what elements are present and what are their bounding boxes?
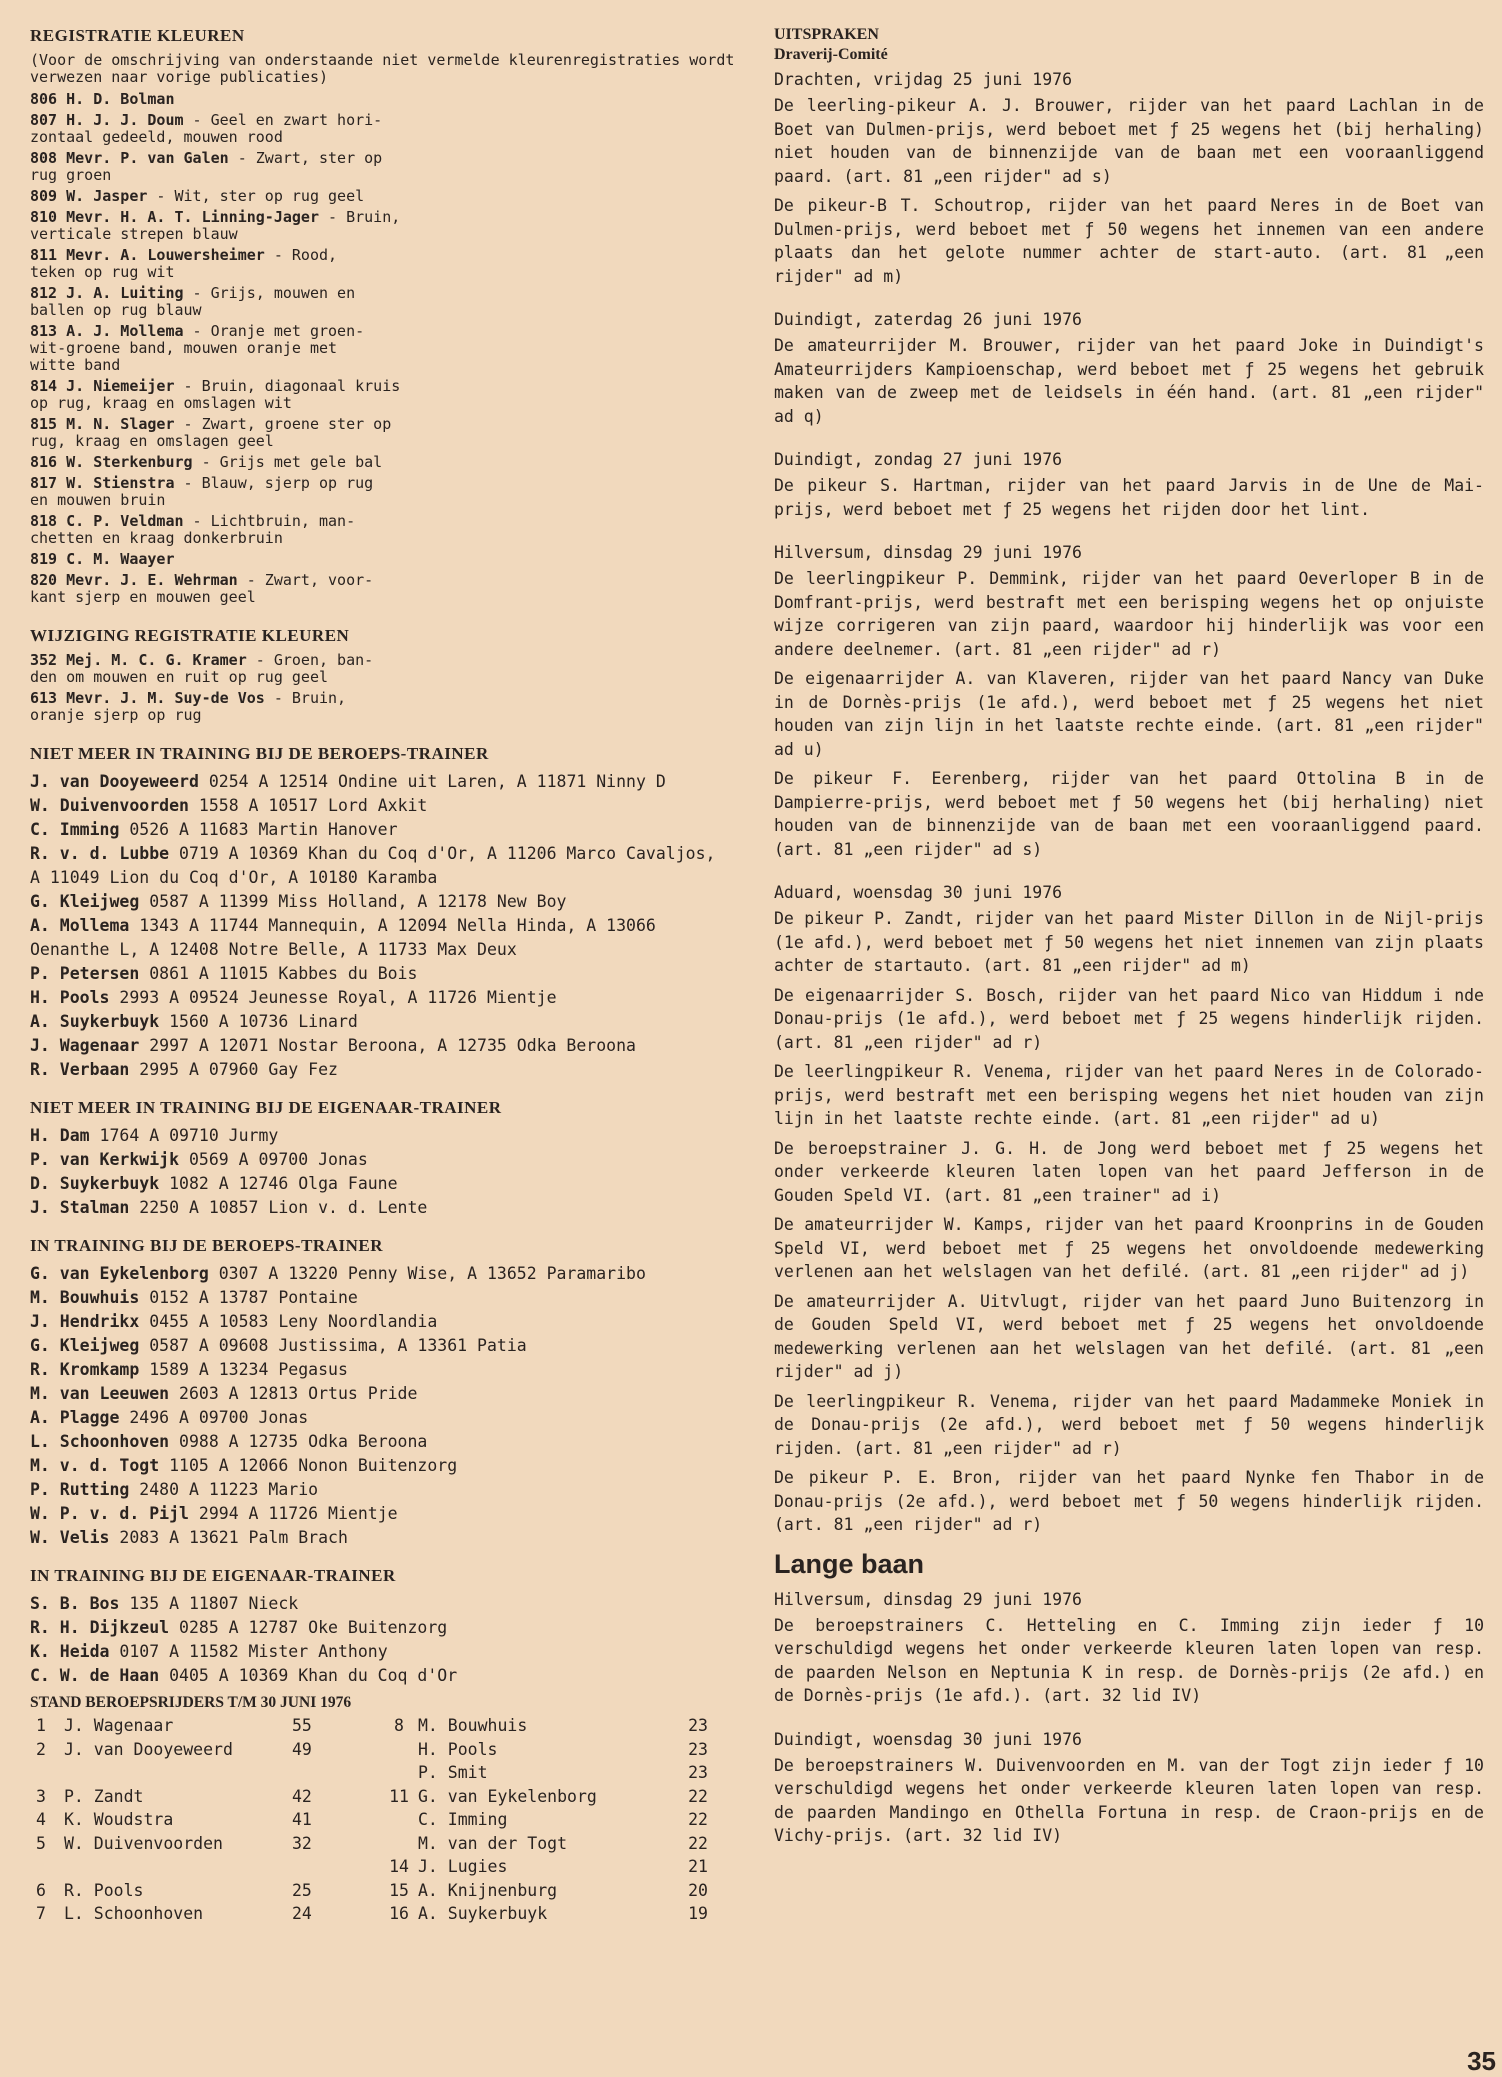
registratie-kleuren-heading: REGISTRATIE KLEUREN [30, 26, 245, 45]
training-entry [30, 794, 735, 818]
registrant-colours: - Zwart, voor- kant sjerp en mouwen geel [30, 571, 374, 606]
registration-entry [30, 551, 735, 568]
verdict-text: De beroepstrainers C. Hetteling en C. Imming zijn ieder ƒ 10 verschuldigd wegens het onder verkeerde kleuren laten lopen van resp. de paarden Nelson en Neptunia K in resp. de Dornès-prijs (2e afd.) en de Dornès-prijs (1e afd.). (art. 32 lid IV) [774, 1615, 1484, 1705]
training-entry [30, 1358, 735, 1382]
trainer-name: M. v. d. Togt [30, 1456, 160, 1475]
trainer-name: P. Rutting [30, 1480, 130, 1499]
stand-rank: 16 [389, 1904, 409, 1923]
horse-details: 1560 A 10736 Linard [159, 1012, 358, 1031]
wijziging-heading: WIJZIGING REGISTRATIE KLEUREN [30, 626, 350, 645]
training-entry [30, 1478, 735, 1502]
stand-points: 19 [688, 1904, 708, 1923]
wijziging-list [30, 652, 735, 724]
training-entry [30, 1502, 735, 1526]
registrant-name: 816 W. Sterkenburg [30, 453, 193, 471]
stand-points: 23 [688, 1739, 708, 1759]
registrant-colours: - Zwart, ster op rug groen [30, 149, 383, 184]
stand-name: G. van Eykelenborg [418, 1786, 597, 1806]
training-entry [30, 1058, 735, 1082]
horse-details: 0988 A 12735 Odka Beroona [169, 1432, 428, 1451]
stand-rank: 14 [389, 1857, 409, 1876]
registratie-intro: (Voor de omschrijving van onderstaande niet vermelde kleurenregistraties wordt verwezen naar vorige publicaties) [30, 51, 735, 86]
verdict-text: De leerlingpikeur R. Venema, rijder van het paard Madammeke Moniek in de Donau-prijs (2e afd.), werd beboet met ƒ 50 wegens hinderlijk rijden. (art. 81 „een rijder" ad r) [774, 1391, 1484, 1458]
verdict-text: De pikeur-B T. Schoutrop, rijder van het paard Neres in de Boet van Dulmen-prijs, werd beboet met ƒ 50 wegens het innemen van een andere plaats dan het gelote nummer achter de start-auto. (art. 81 „een rijder" ad m) [774, 196, 1484, 286]
stand-row [30, 1740, 708, 1764]
horse-details: 2480 A 11223 Mario [129, 1480, 319, 1499]
trainer-name: K. Heida [30, 1642, 110, 1661]
verdict-text: De amateurrijder W. Kamps, rijder van het paard Kroonprins in de Gouden Speld VI, werd beboet met ƒ 25 wegens het onvoldoende medewerking verlenen aan het welslagen van het defilé. (art. 81 „een rijder" ad j) [774, 1215, 1484, 1281]
training-entry [30, 1124, 735, 1148]
stand-rank: 3 [36, 1786, 46, 1806]
registrant-colours: - Grijs, mouwen en ballen op rug blauw [30, 284, 356, 319]
stand-spacer [340, 1763, 380, 1787]
trainer-name: A. Suykerbuyk [30, 1012, 160, 1031]
registration-entry [30, 285, 735, 319]
registrant-name: 810 Mevr. H. A. T. Linning-Jager [30, 208, 319, 226]
horse-details: 0455 A 10583 Leny Noordlandia [139, 1312, 438, 1331]
verdict-block [774, 68, 1484, 288]
trainer-name: P. Petersen [30, 964, 140, 983]
training-entry [30, 1262, 735, 1286]
lange-baan-heading: Lange baan [774, 1548, 925, 1579]
stand-empty [30, 1763, 64, 1787]
horse-details: 0285 A 12787 Oke Buitenzorg [169, 1618, 448, 1637]
wijziging-entry [30, 652, 735, 686]
stand-rank: 8 [394, 1716, 404, 1735]
stand-spacer [340, 1716, 380, 1740]
stand-name: J. van Dooyeweerd [64, 1739, 233, 1759]
registration-entry [30, 378, 735, 412]
stand-points: 21 [688, 1857, 708, 1876]
registrant-colours: - Lichtbruin, man- chetten en kraag donkerbruin [30, 512, 356, 547]
draverij-comite-subheading: Draverij-Comité [774, 46, 888, 63]
stand-name: H. Pools [418, 1739, 498, 1759]
stand-name: M. Bouwhuis [418, 1716, 528, 1735]
horse-details: 0254 A 12514 Ondine uit Laren, A 11871 Ninny D [198, 772, 666, 791]
registrant-colours: - Bruin, oranje sjerp op rug [30, 689, 347, 724]
training-entry [30, 1664, 735, 1688]
stand-row [30, 1834, 708, 1858]
registrant-name: 820 Mevr. J. E. Wehrman [30, 571, 238, 589]
registrant-colours: - Wit, ster op rug geel [147, 187, 365, 205]
stand-name: L. Schoonhoven [64, 1904, 204, 1923]
verdict-text: De beroepstrainer J. G. H. de Jong werd beboet met ƒ 25 wegens het onder verkeerde kleuren laten lopen van het paard Jefferson in de Gouden Speld VI. (art. 81 „een trainer" ad i) [774, 1138, 1484, 1205]
stand-rank: 1 [36, 1716, 46, 1735]
page-number: 35 [1467, 2046, 1496, 2076]
trainer-name: W. Velis [30, 1528, 110, 1547]
verdict-text: De amateurrijder A. Uitvlugt, rijder van het paard Juno Buitenzorg in de Gouden Speld VI, werd beboet met ƒ 25 wegens het onvoldoende medewerking verlenen aan het welslagen van het defilé. (art. 81 „een rijder" ad j) [774, 1291, 1484, 1381]
trainer-name: W. P. v. d. Pijl [30, 1504, 189, 1523]
stand-name: W. Duivenvoorden [64, 1833, 223, 1853]
stand-name: J. Wagenaar [64, 1716, 174, 1735]
uitspraken-list [774, 68, 1484, 1537]
verdict-block [774, 308, 1484, 428]
in-training-beroeps-heading: IN TRAINING BIJ DE BEROEPS-TRAINER [30, 1236, 383, 1255]
stand-points: 22 [688, 1810, 708, 1829]
registrant-colours: - Geel en zwart hori- zontaal gedeeld, mouwen rood [30, 111, 383, 146]
horse-details: 0526 A 11683 Martin Hanover [119, 820, 398, 839]
trainer-name: J. Hendrikx [30, 1312, 140, 1331]
stand-empty [292, 1763, 340, 1787]
verdict-text: De eigenaarrijder S. Bosch, rijder van het paard Nico van Hiddum i nde Donau-prijs (1e afd.), werd beboet met ƒ 25 wegens hinderlijk rijden. (art. 81 „een rijder" ad r) [774, 985, 1484, 1052]
trainer-name: R. Verbaan [30, 1060, 130, 1079]
horse-details: 0152 A 13787 Pontaine [139, 1288, 358, 1307]
horse-details: 2250 A 10857 Lion v. d. Lente [129, 1198, 428, 1217]
stand-points: 23 [688, 1763, 708, 1782]
verdict-text: De leerling-pikeur A. J. Brouwer, rijder van het paard Lachlan in de Boet van Dulmen-prijs, werd beboet met ƒ 25 wegens het (bij herhaling) niet houden van de binnenzijde van de baan met een vooraanliggend paard. (art. 81 „een rijder" ad s) [774, 96, 1484, 186]
wijziging-entry [30, 690, 735, 724]
registrant-name: 813 A. J. Mollema [30, 322, 184, 340]
trainer-name: R. H. Dijkzeul [30, 1618, 170, 1637]
horse-details: 0587 A 09608 Justissima, A 13361 Patia [139, 1336, 527, 1355]
registration-entry [30, 188, 735, 205]
verdict-text: De amateurrijder M. Brouwer, rijder van het paard Joke in Duindigt's Amateurrijders Kampioenschap, werd beboet met ƒ 25 wegens het gebruik maken van de zweep met de leidsels in één hand. (art. 81 „een rijder" ad q) [774, 336, 1484, 426]
horse-details: 1764 A 09710 Jurmy [89, 1126, 279, 1145]
trainer-name: G. van Eykelenborg [30, 1264, 209, 1283]
registrant-name: 819 C. M. Waayer [30, 550, 175, 568]
trainer-name: D. Suykerbuyk [30, 1174, 160, 1193]
stand-points: 32 [292, 1833, 312, 1853]
verdict-block [774, 448, 1484, 521]
trainer-name: P. van Kerkwijk [30, 1150, 180, 1169]
stand-rank: 5 [36, 1833, 46, 1853]
verdict-date: Duindigt, woensdag 30 juni 1976 [774, 1729, 1082, 1749]
trainer-name: R. v. d. Lubbe [30, 844, 170, 863]
horse-details: 2995 A 07960 Gay Fez [129, 1060, 338, 1079]
stand-rank: 4 [36, 1810, 46, 1829]
trainer-name: H. Dam [30, 1126, 90, 1145]
stand-name: R. Pools [64, 1880, 144, 1900]
trainer-name: J. Stalman [30, 1198, 130, 1217]
stand-row [30, 1904, 708, 1928]
stand-name: M. van der Togt [418, 1833, 568, 1853]
horse-details: 1589 A 13234 Pegasus [139, 1360, 348, 1379]
verdict-date: Hilversum, dinsdag 29 juni 1976 [774, 543, 1082, 562]
stand-name: A. Suykerbuyk [418, 1904, 548, 1923]
stand-spacer [340, 1881, 380, 1905]
stand-spacer [340, 1740, 380, 1764]
right-column [774, 26, 1484, 1854]
verdict-text: De pikeur P. E. Bron, rijder van het paard Nynke fen Thabor in de Donau-prijs (2e afd.), werd beboet met ƒ 50 wegens hinderlijk rijden. (art. 81 „een rijder" ad r) [774, 1468, 1484, 1534]
registrant-name: 613 Mevr. J. M. Suy-de Vos [30, 689, 265, 707]
training-entry [30, 1196, 735, 1220]
horse-details: 1558 A 10517 Lord Axkit [188, 796, 428, 815]
trainer-name: G. Kleijweg [30, 892, 140, 911]
stand-empty [64, 1763, 292, 1787]
horse-details: 0405 A 10369 Khan du Coq d'Or [159, 1666, 458, 1685]
stand-spacer [340, 1904, 380, 1928]
registration-entry [30, 209, 735, 243]
verdict-date: Duindigt, zaterdag 26 juni 1976 [774, 310, 1082, 329]
registrant-name: 812 J. A. Luiting [30, 284, 184, 302]
horse-details: 0719 A 10369 Khan du Coq d'Or, A 11206 Marco Cavaljos, A 11049 Lion du Coq d'Or, A 10180 Karamba [30, 844, 716, 887]
registration-entry [30, 475, 735, 509]
verdict-block [774, 1588, 1484, 1708]
horse-details: 0569 A 09700 Jonas [179, 1150, 368, 1169]
trainer-name: A. Mollema [30, 916, 130, 935]
stand-name: C. Imming [418, 1810, 508, 1829]
verdict-block [774, 541, 1484, 861]
trainer-name: W. Duivenvoorden [30, 796, 189, 815]
registrant-colours: - Bruin, verticale strepen blauw [30, 208, 401, 243]
stand-row [30, 1810, 708, 1834]
stand-rank: 2 [36, 1739, 46, 1759]
trainer-name: L. Schoonhoven [30, 1432, 170, 1451]
horse-details: 0307 A 13220 Penny Wise, A 13652 Paramaribo [208, 1264, 646, 1283]
horse-details: 0861 A 11015 Kabbes du Bois [139, 964, 418, 983]
verdict-date: Drachten, vrijdag 25 juni 1976 [774, 70, 1073, 89]
niet-meer-beroeps-heading: NIET MEER IN TRAINING BIJ DE BEROEPS-TRAINER [30, 744, 489, 763]
registrant-name: 818 C. P. Veldman [30, 512, 184, 530]
registrant-colours: - Grijs met gele bal [192, 453, 383, 471]
stand-rank [380, 1763, 418, 1787]
horse-details: 2993 A 09524 Jeunesse Royal, A 11726 Mientje [109, 988, 557, 1007]
training-entry [30, 1172, 735, 1196]
stand-points: 41 [292, 1810, 312, 1829]
verdict-date: Aduard, woensdag 30 juni 1976 [774, 883, 1063, 902]
training-entry [30, 1334, 735, 1358]
trainer-name: J. Wagenaar [30, 1036, 140, 1055]
trainer-name: J. van Dooyeweerd [30, 772, 199, 791]
lange-baan-list [774, 1588, 1484, 1848]
training-entry [30, 1148, 735, 1172]
uitspraken-heading: UITSPRAKEN [774, 26, 879, 43]
niet-meer-beroeps-list [30, 770, 735, 1082]
horse-details: 2083 A 13621 Palm Brach [109, 1528, 348, 1547]
stand-rank: 11 [389, 1786, 409, 1806]
verdict-date: Hilversum, dinsdag 29 juni 1976 [774, 1589, 1082, 1609]
trainer-name: S. B. Bos [30, 1594, 120, 1613]
registrant-name: 815 M. N. Slager [30, 415, 175, 433]
verdict-text: De pikeur F. Eerenberg, rijder van het paard Ottolina B in de Dampierre-prijs, werd beboet met ƒ 50 wegens het (bij herhaling) niet houden van de binnenzijde van de baan met een vooraanliggend paard. (art. 81 „een rijder" ad s) [774, 769, 1484, 859]
training-entry [30, 1382, 735, 1406]
left-column [30, 26, 735, 1928]
horse-details: 2496 A 09700 Jonas [119, 1408, 309, 1427]
registrant-colours: - Zwart, groene ster op rug, kraag en omslagen geel [30, 415, 392, 450]
registrant-colours: - Groen, ban- den om mouwen en ruit op rug geel [30, 651, 374, 686]
registrant-colours: - Rood, teken op rug wit [30, 246, 338, 281]
registrant-name: 814 J. Niemeijer [30, 377, 175, 395]
training-entry [30, 1286, 735, 1310]
stand-spacer [340, 1857, 380, 1881]
stand-points: 49 [292, 1739, 312, 1759]
horse-details: 135 A 11807 Nieck [119, 1594, 299, 1613]
training-entry [30, 986, 735, 1010]
training-entry [30, 1010, 735, 1034]
niet-meer-eigenaar-list [30, 1124, 735, 1220]
stand-row [30, 1857, 708, 1881]
stand-rank: 15 [389, 1880, 409, 1900]
stand-name: J. Lugies [418, 1857, 508, 1876]
verdict-block [774, 1728, 1484, 1848]
trainer-name: M. Bouwhuis [30, 1288, 140, 1307]
registration-entry [30, 323, 735, 374]
training-entry [30, 1454, 735, 1478]
stand-spacer [340, 1834, 380, 1858]
niet-meer-eigenaar-heading: NIET MEER IN TRAINING BIJ DE EIGENAAR-TRAINER [30, 1098, 502, 1117]
stand-points: 55 [292, 1716, 312, 1735]
stand-points: 22 [688, 1786, 708, 1806]
stand-spacer [340, 1787, 380, 1811]
verdict-text: De pikeur S. Hartman, rijder van het paard Jarvis in de Une de Mai-prijs, werd beboet met ƒ 25 wegens het rijden door het lint. [774, 476, 1484, 519]
registration-entry [30, 416, 735, 450]
stand-row [30, 1787, 708, 1811]
horse-details: 2994 A 11726 Mientje [188, 1504, 398, 1523]
in-training-beroeps-list [30, 1262, 735, 1550]
training-entry [30, 890, 735, 914]
trainer-name: R. Kromkamp [30, 1360, 140, 1379]
training-entry [30, 962, 735, 986]
verdict-text: De leerlingpikeur P. Demmink, rijder van het paard Oeverloper B in de Domfrant-prijs, werd bestraft met een berisping wegens het op onjuiste wijze corrigeren van zijn paard, waardoor hij hinderlijk was voor een andere deelnemer. (art. 81 „een rijder" ad r) [774, 569, 1484, 659]
horse-details: 0587 A 11399 Miss Holland, A 12178 New Boy [139, 892, 567, 911]
registration-entry [30, 112, 735, 146]
horse-details: 1343 A 11744 Mannequin, A 12094 Nella Hinda, A 13066 Oenanthe L, A 12408 Notre Belle, A 11733 Max Deux [30, 916, 656, 959]
stand-spacer [340, 1810, 380, 1834]
horse-details: 1105 A 12066 Nonon Buitenzorg [159, 1456, 458, 1475]
stand-row [30, 1716, 708, 1740]
verdict-block [774, 881, 1484, 1537]
registrant-name: 811 Mevr. A. Louwersheimer [30, 246, 265, 264]
in-training-eigenaar-heading: IN TRAINING BIJ DE EIGENAAR-TRAINER [30, 1566, 396, 1585]
trainer-name: H. Pools [30, 988, 110, 1007]
verdict-text: De pikeur P. Zandt, rijder van het paard Mister Dillon in de Nijl-prijs (1e afd.), werd beboet met ƒ 50 wegens het niet innemen van zijn plaats achter de startauto. (art. 81 „een rijder" ad m) [774, 909, 1484, 975]
trainer-name: G. Kleijweg [30, 1336, 140, 1355]
stand-rank: 7 [36, 1904, 46, 1923]
training-entry [30, 1430, 735, 1454]
registration-entry [30, 150, 735, 184]
stand-rank [380, 1834, 418, 1858]
horse-details: 2997 A 12071 Nostar Beroona, A 12735 Odka Beroona [139, 1036, 636, 1055]
stand-name: P. Zandt [64, 1786, 144, 1806]
training-entry [30, 1034, 735, 1058]
trainer-name: M. van Leeuwen [30, 1384, 170, 1403]
registrant-name: 808 Mevr. P. van Galen [30, 149, 229, 167]
registrant-colours: - Bruin, diagonaal kruis op rug, kraag en omslagen wit [30, 377, 401, 412]
training-entry [30, 1640, 735, 1664]
trainer-name: C. W. de Haan [30, 1666, 160, 1685]
verdict-date: Duindigt, zondag 27 juni 1976 [774, 450, 1063, 469]
registration-entry [30, 247, 735, 281]
training-entry [30, 1406, 735, 1430]
horse-details: 0107 A 11582 Mister Anthony [109, 1642, 388, 1661]
registrant-name: 809 W. Jasper [30, 187, 148, 205]
registrant-colours: - Blauw, sjerp op rug en mouwen bruin [30, 474, 374, 509]
stand-name: P. Smit [418, 1763, 488, 1782]
trainer-name: C. Imming [30, 820, 120, 839]
stand-table [30, 1716, 708, 1928]
registration-entry [30, 513, 735, 547]
training-entry [30, 1526, 735, 1550]
registrant-name: 817 W. Stienstra [30, 474, 175, 492]
stand-row [30, 1881, 708, 1905]
training-entry [30, 1310, 735, 1334]
stand-rank: 6 [36, 1880, 46, 1900]
verdict-text: De eigenaarrijder A. van Klaveren, rijder van het paard Nancy van Duke in de Dornès-prijs (1e afd.), werd beboet met ƒ 25 wegens het niet houden van zijn lijn in het laatste rechte einde. (art. 81 „een rijder" ad u) [774, 669, 1484, 759]
stand-rank [380, 1740, 418, 1764]
verdict-text: De leerlingpikeur R. Venema, rijder van het paard Neres in de Colorado-prijs, werd bestraft met een berisping wegens het niet houden van zijn lijn in het laatste rechte einde. (art. 81 „een rijder" ad u) [774, 1062, 1484, 1128]
registration-entry [30, 572, 735, 606]
in-training-eigenaar-list [30, 1592, 735, 1688]
training-entry [30, 914, 735, 962]
horse-details: 2603 A 12813 Ortus Pride [169, 1384, 418, 1403]
stand-rank [380, 1810, 418, 1834]
registration-entry [30, 454, 735, 471]
training-entry [30, 818, 735, 842]
registrant-colours: - Oranje met groen- wit-groene band, mouwen oranje met witte band [30, 322, 365, 374]
verdict-text: De beroepstrainers W. Duivenvoorden en M. van der Togt zijn ieder ƒ 10 verschuldigd wegens het onder verkeerde kleuren laten lopen van resp. de paarden Mandingo en Othella Fortuna in resp. de Craon-prijs en de Vichy-prijs. (art. 32 lid IV) [774, 1755, 1484, 1845]
training-entry [30, 770, 735, 794]
stand-points: 20 [688, 1880, 708, 1900]
stand-empty [292, 1857, 340, 1881]
horse-details: 1082 A 12746 Olga Faune [159, 1174, 398, 1193]
stand-empty [30, 1857, 64, 1881]
registrant-name: 352 Mej. M. C. G. Kramer [30, 651, 247, 669]
trainer-name: A. Plagge [30, 1408, 120, 1427]
stand-points: 42 [292, 1786, 312, 1806]
training-entry [30, 1592, 735, 1616]
stand-row [30, 1763, 708, 1787]
registratie-list [30, 91, 735, 606]
stand-points: 25 [292, 1880, 312, 1900]
training-entry [30, 842, 735, 890]
registrant-name: 807 H. J. J. Doum [30, 111, 184, 129]
stand-points: 22 [688, 1833, 708, 1853]
stand-points: 23 [688, 1716, 708, 1735]
stand-heading: STAND BEROEPSRIJDERS T/M 30 JUNI 1976 [30, 1694, 352, 1711]
stand-empty [64, 1857, 292, 1881]
stand-points: 24 [292, 1904, 312, 1923]
training-entry [30, 1616, 735, 1640]
registration-entry [30, 91, 735, 108]
stand-name: K. Woudstra [64, 1810, 174, 1829]
registrant-name: 806 H. D. Bolman [30, 90, 175, 108]
stand-name: A. Knijnenburg [418, 1880, 558, 1900]
